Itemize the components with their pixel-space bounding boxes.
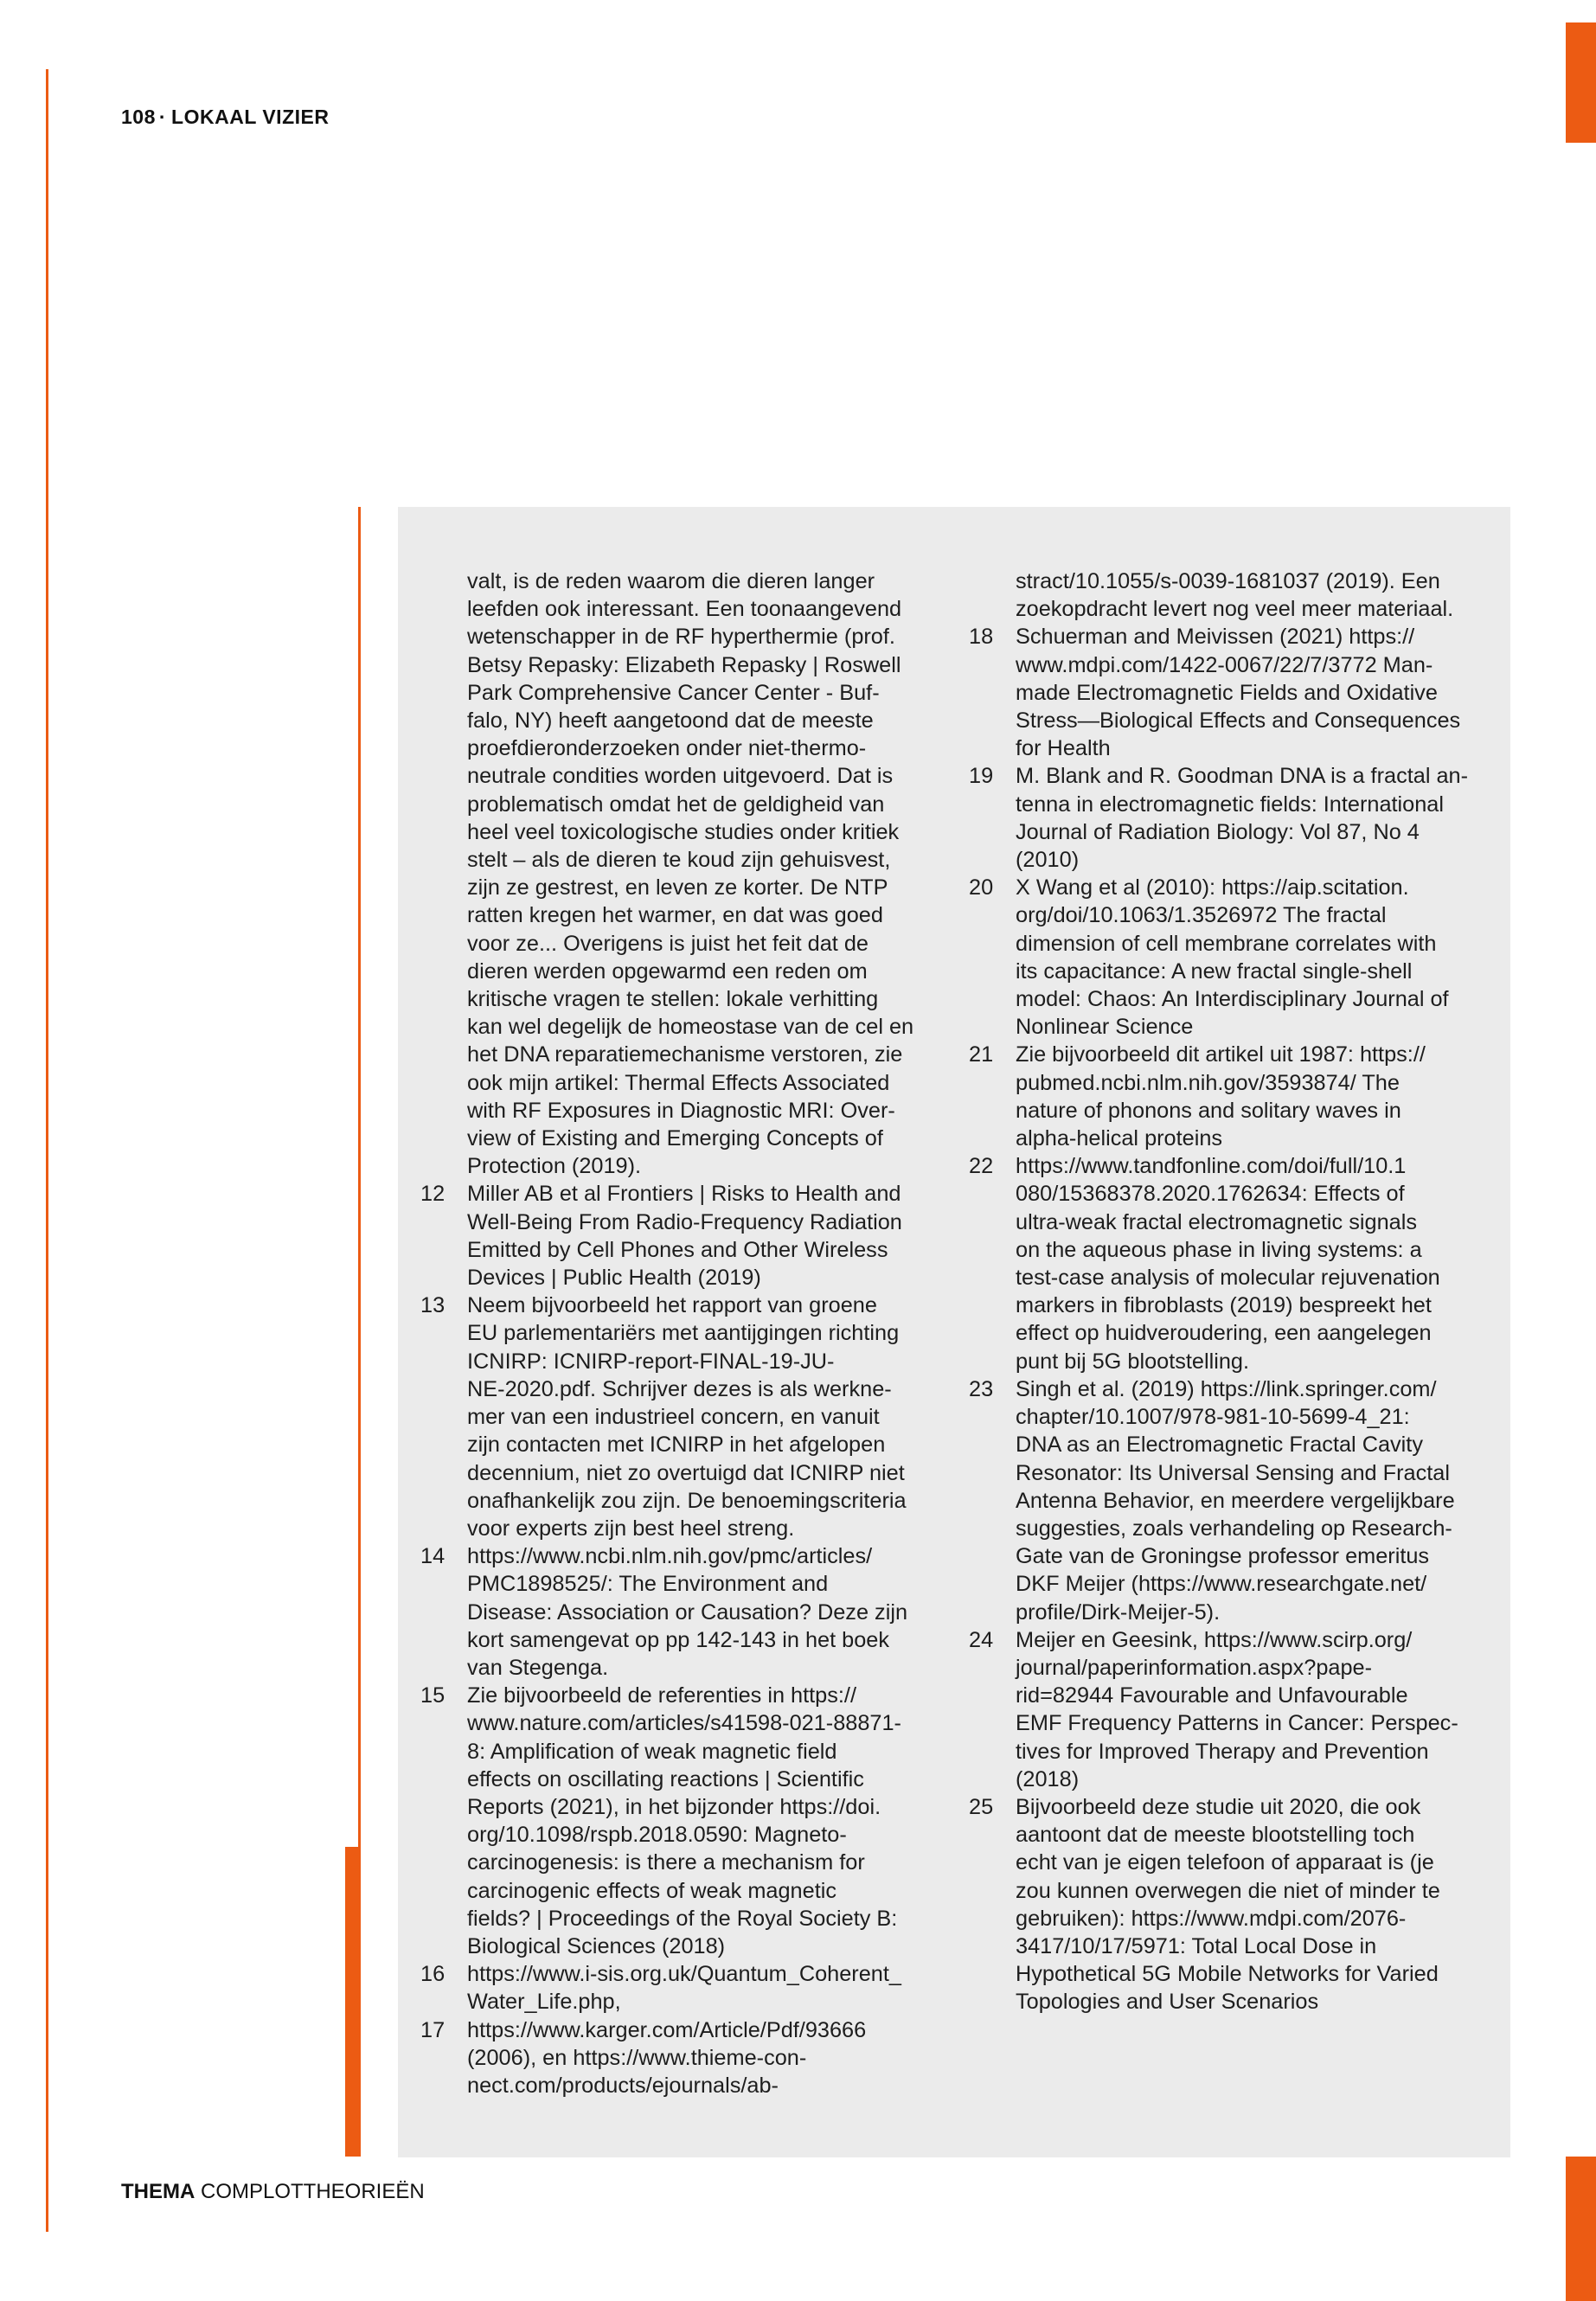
endnote-line: valt, is de reden waarom die dieren langer [467, 569, 875, 593]
top-right-accent-bar [1566, 22, 1596, 143]
endnote-line: problematisch omdat het de geldigheid van [467, 792, 885, 817]
endnote-line: Topologies and User Scenarios [1016, 1990, 1319, 2015]
endnote-line: Biological Sciences (2018) [467, 1933, 726, 1958]
endnote-line: Zie bijvoorbeeld de referenties in https:// [467, 1683, 856, 1708]
endnote [969, 1041, 1505, 1152]
left-margin-rule [46, 69, 48, 2232]
endnote-line: with RF Exposures in Diagnostic MRI: Over- [467, 1098, 895, 1123]
running-header [121, 106, 329, 129]
endnote-line: Hypothetical 5G Mobile Networks for Varied [1016, 1962, 1439, 1987]
endnote-text [1016, 1626, 1505, 1793]
endnote-line: PMC1898525/: The Environment and [467, 1572, 829, 1597]
endnote-line: https://www.i-sis.org.uk/Quantum_Coherent_ [467, 1962, 901, 1987]
endnote [969, 623, 1505, 762]
endnote-line: kritische vragen te stellen: lokale verhitting [467, 987, 879, 1012]
endnote-line: tenna in electromagnetic fields: International [1016, 792, 1444, 817]
endnote-line: DNA as an Electromagnetic Fractal Cavity [1016, 1433, 1423, 1458]
endnote [969, 1626, 1505, 1793]
endnote-line: Protection (2019). [467, 1154, 642, 1179]
endnote-line: kan wel degelijk de homeostase van de cel en [467, 1015, 914, 1040]
endnote-line: gebruiken): https://www.mdpi.com/2076- [1016, 1906, 1407, 1931]
section-title: LOKAAL VIZIER [171, 106, 330, 128]
endnote-line: rid=82944 Favourable and Unfavourable [1016, 1683, 1408, 1708]
endnote-line: view of Existing and Emerging Concepts of [467, 1126, 883, 1151]
endnote-line: Meijer en Geesink, https://www.scirp.org/ [1016, 1627, 1413, 1652]
endnote-line: effects on oscillating reactions | Scientific [467, 1766, 864, 1791]
endnote [420, 1180, 957, 1292]
endnote-number: 21 [969, 1042, 994, 1067]
panel-rule-thick [345, 1847, 361, 2157]
endnote-line: neutrale condities worden uitgevoerd. Dat is [467, 764, 894, 789]
endnote-text [1016, 874, 1505, 1041]
endnote-line: decennium, niet zo overtuigd dat ICNIRP niet [467, 1460, 905, 1485]
endnote-line: heel veel toxicologische studies onder kritiek [467, 819, 900, 844]
endnote-line: X Wang et al (2010): https://aip.scitation. [1016, 875, 1409, 901]
endnote-line: EMF Frequency Patterns in Cancer: Perspec- [1016, 1711, 1458, 1736]
endnote-line: nature of phonons and solitary waves in [1016, 1098, 1401, 1123]
endnote-line: Nonlinear Science [1016, 1015, 1194, 1040]
endnote-line: profile/Dirk-Meijer-5). [1016, 1599, 1221, 1625]
endnote-line: van Stegenga. [467, 1655, 609, 1680]
endnote-line: (2010) [1016, 848, 1080, 873]
endnote-line: EU parlementariërs met aantijgingen richting [467, 1321, 900, 1346]
page-number: 108 [121, 106, 156, 128]
endnote-line: for Health [1016, 736, 1111, 761]
endnote [969, 567, 1505, 623]
endnote [969, 874, 1505, 1041]
endnote-line: chapter/10.1007/978-981-10-5699-4_21: [1016, 1405, 1410, 1430]
endnote-line: Disease: Association or Causation? Deze zijn [467, 1599, 908, 1625]
endnotes-left-column [420, 567, 957, 2099]
endnote-line: aantoont dat de meeste blootstelling toch [1016, 1823, 1415, 1848]
endnote-number [969, 567, 1016, 623]
endnote-line: leefden ook interessant. Een toonaangevend [467, 597, 902, 622]
endnote [420, 567, 957, 1180]
endnote-line: onafhankelijk zou zijn. De benoemingscriteria [467, 1488, 907, 1513]
endnote-line: ook mijn artikel: Thermal Effects Associated [467, 1070, 890, 1095]
endnote-line: Neem bijvoorbeeld het rapport van groene [467, 1293, 877, 1318]
endnote [420, 1292, 957, 1542]
endnote-line: Emitted by Cell Phones and Other Wireless [467, 1237, 888, 1262]
endnote-line: het DNA reparatiemechanisme verstoren, zie [467, 1042, 903, 1067]
endnote-number: 18 [969, 625, 994, 650]
endnote-line: (2006), en https://www.thieme-con- [467, 2045, 807, 2070]
endnote-line: Miller AB et al Frontiers | Risks to Health and [467, 1182, 901, 1207]
endnote-number: 22 [969, 1154, 994, 1179]
endnote-text [467, 1682, 957, 1960]
endnote-line: tives for Improved Therapy and Prevention [1016, 1739, 1429, 1764]
endnote-line: voor experts zijn best heel streng. [467, 1516, 795, 1541]
endnote-line: M. Blank and R. Goodman DNA is a fractal an- [1016, 764, 1469, 789]
endnote-line: Resonator: Its Universal Sensing and Fractal [1016, 1460, 1450, 1485]
endnote-text [1016, 1375, 1505, 1626]
endnote-line: wetenschapper in de RF hyperthermie (prof. [467, 625, 895, 650]
endnote-text [1016, 762, 1505, 874]
endnote-line: https://www.ncbi.nlm.nih.gov/pmc/articles/ [467, 1544, 873, 1569]
endnote-line: stract/10.1055/s-0039-1681037 (2019). Een [1016, 569, 1440, 593]
endnote-line: on the aqueous phase in living systems: a [1016, 1237, 1422, 1262]
endnote-line: Bijvoorbeeld deze studie uit 2020, die ook [1016, 1794, 1421, 1819]
endnote-line: 8: Amplification of weak magnetic field [467, 1739, 837, 1764]
endnote-line: org/10.1098/rspb.2018.0590: Magneto- [467, 1823, 847, 1848]
endnote-line: stelt – als de dieren te koud zijn gehuisvest, [467, 848, 891, 873]
endnote-line: fields? | Proceedings of the Royal Society B: [467, 1906, 898, 1931]
endnote-line: alpha-helical proteins [1016, 1126, 1223, 1151]
endnote [969, 762, 1505, 874]
endnote-number: 13 [420, 1293, 445, 1318]
endnote [420, 1542, 957, 1682]
endnote-line: Reports (2021), in het bijzonder https://doi. [467, 1794, 881, 1819]
endnote-line: (2018) [1016, 1766, 1080, 1791]
endnote-line: journal/paperinformation.aspx?pape- [1016, 1655, 1373, 1680]
endnote-number: 14 [420, 1544, 445, 1569]
endnote-line: carcinogenesis: is there a mechanism for [467, 1850, 865, 1875]
endnote-line: voor ze... Overigens is juist het feit dat de [467, 931, 869, 956]
endnote-line: punt bij 5G blootstelling. [1016, 1349, 1250, 1374]
endnote-number [420, 567, 467, 1180]
endnote-line: model: Chaos: An Interdisciplinary Journal of [1016, 987, 1449, 1012]
endnote-line: Betsy Repasky: Elizabeth Repasky | Roswell [467, 652, 901, 677]
footer-topic: COMPLOTTHEORIEËN [201, 2180, 425, 2203]
endnote-line: Singh et al. (2019) https://link.springer.com/ [1016, 1376, 1437, 1401]
endnote-number: 17 [420, 2017, 445, 2042]
endnote-line: pubmed.ncbi.nlm.nih.gov/3593874/ The [1016, 1070, 1400, 1095]
endnote-line: ICNIRP: ICNIRP-report-FINAL-19-JU- [467, 1349, 835, 1374]
endnote-text [467, 1180, 957, 1292]
endnote-line: dimension of cell membrane correlates with [1016, 931, 1437, 956]
endnote-number: 19 [969, 764, 994, 789]
endnote-line: https://www.karger.com/Article/Pdf/93666 [467, 2017, 867, 2042]
endnote-line: proefdieronderzoeken onder niet-thermo- [467, 736, 867, 761]
endnote-line: org/doi/10.1063/1.3526972 The fractal [1016, 903, 1387, 928]
panel-rule-thin [358, 507, 361, 1848]
endnote-line: Well-Being From Radio-Frequency Radiation [467, 1209, 902, 1234]
endnote-number: 25 [969, 1794, 994, 1819]
endnote-line: carcinogenic effects of weak magnetic [467, 1878, 836, 1903]
endnote-line: zijn ze gestrest, en leven ze korter. De NTP [467, 875, 888, 901]
endnote-line: Journal of Radiation Biology: Vol 87, No 4 [1016, 819, 1420, 844]
endnote [969, 1375, 1505, 1626]
endnote-line: Water_Life.php, [467, 1990, 621, 2015]
endnote-line: zijn contacten met ICNIRP in het afgelopen [467, 1433, 886, 1458]
endnote-text [467, 2016, 957, 2100]
endnote-number: 16 [420, 1962, 445, 1987]
endnote-line: falo, NY) heeft aangetoond dat de meeste [467, 708, 874, 734]
endnote-line: www.mdpi.com/1422-0067/22/7/3772 Man- [1016, 652, 1433, 677]
endnote-line: zou kunnen overwegen die niet of minder te [1016, 1878, 1440, 1903]
endnote-line: Gate van de Groningse professor emeritus [1016, 1544, 1430, 1569]
endnote-text [1016, 1793, 1505, 2016]
endnote-line: NE-2020.pdf. Schrijver dezes is als werkne- [467, 1376, 892, 1401]
endnote-number: 20 [969, 875, 994, 901]
endnote-line: https://www.tandfonline.com/doi/full/10.1 [1016, 1154, 1407, 1179]
endnote-text [467, 1960, 957, 2016]
endnote-text [1016, 1041, 1505, 1152]
endnote-line: ratten kregen het warmer, en dat was goed [467, 903, 883, 928]
endnote [969, 1152, 1505, 1375]
endnote-line: made Electromagnetic Fields and Oxidative [1016, 680, 1438, 705]
endnote-line: Park Comprehensive Cancer Center - Buf- [467, 680, 880, 705]
endnote-text [1016, 623, 1505, 762]
endnote-line: mer van een industrieel concern, en vanuit [467, 1405, 880, 1430]
endnote-line: Antenna Behavior, en meerdere vergelijkbare [1016, 1488, 1455, 1513]
endnote-line: Devices | Public Health (2019) [467, 1266, 761, 1291]
endnote-number: 15 [420, 1683, 445, 1708]
endnote [969, 1793, 1505, 2016]
header-separator: · [158, 106, 167, 128]
endnote-line: kort samengevat op pp 142-143 in het boek [467, 1627, 890, 1652]
endnote-line: DKF Meijer (https://www.researchgate.net/ [1016, 1572, 1427, 1597]
endnote-line: its capacitance: A new fractal single-shell [1016, 958, 1413, 984]
endnotes-panel [398, 507, 1510, 2157]
endnote-line: Schuerman and Meivissen (2021) https:// [1016, 625, 1415, 650]
endnote-line: Zie bijvoorbeeld dit artikel uit 1987: https:// [1016, 1042, 1426, 1067]
endnote-line: dieren werden opgewarmd een reden om [467, 958, 868, 984]
endnote-line: test-case analysis of molecular rejuvenation [1016, 1266, 1440, 1291]
running-footer [121, 2180, 425, 2204]
endnote-line: www.nature.com/articles/s41598-021-88871- [467, 1711, 901, 1736]
endnote-text [1016, 1152, 1505, 1375]
footer-theme-label: THEMA [121, 2180, 195, 2203]
endnote-line: effect op huidveroudering, een aangelegen [1016, 1321, 1432, 1346]
endnote [420, 2016, 957, 2100]
endnote-text [467, 1292, 957, 1542]
endnote-number: 23 [969, 1376, 994, 1401]
bottom-right-accent-bar [1566, 2157, 1596, 2301]
endnote-line: Stress—Biological Effects and Consequences [1016, 708, 1461, 734]
endnote-text [467, 567, 957, 1180]
endnote-text [467, 1542, 957, 1682]
endnote-line: 080/15368378.2020.1762634: Effects of [1016, 1182, 1405, 1207]
endnote-text [1016, 567, 1505, 623]
endnote-line: ultra-weak fractal electromagnetic signals [1016, 1209, 1417, 1234]
endnote-line: suggesties, zoals verhandeling op Research- [1016, 1516, 1452, 1541]
endnotes-right-column [969, 567, 1505, 2016]
endnote-line: echt van je eigen telefoon of apparaat is (je [1016, 1850, 1434, 1875]
endnote-line: zoekopdracht levert nog veel meer materiaal. [1016, 597, 1454, 622]
endnote-number: 24 [969, 1627, 994, 1652]
endnote [420, 1682, 957, 1960]
endnote-line: markers in fibroblasts (2019) bespreekt het [1016, 1293, 1432, 1318]
endnote [420, 1960, 957, 2016]
endnote-number: 12 [420, 1182, 445, 1207]
endnote-line: 3417/10/17/5971: Total Local Dose in [1016, 1933, 1377, 1958]
endnote-line: nect.com/products/ejournals/ab- [467, 2073, 779, 2098]
